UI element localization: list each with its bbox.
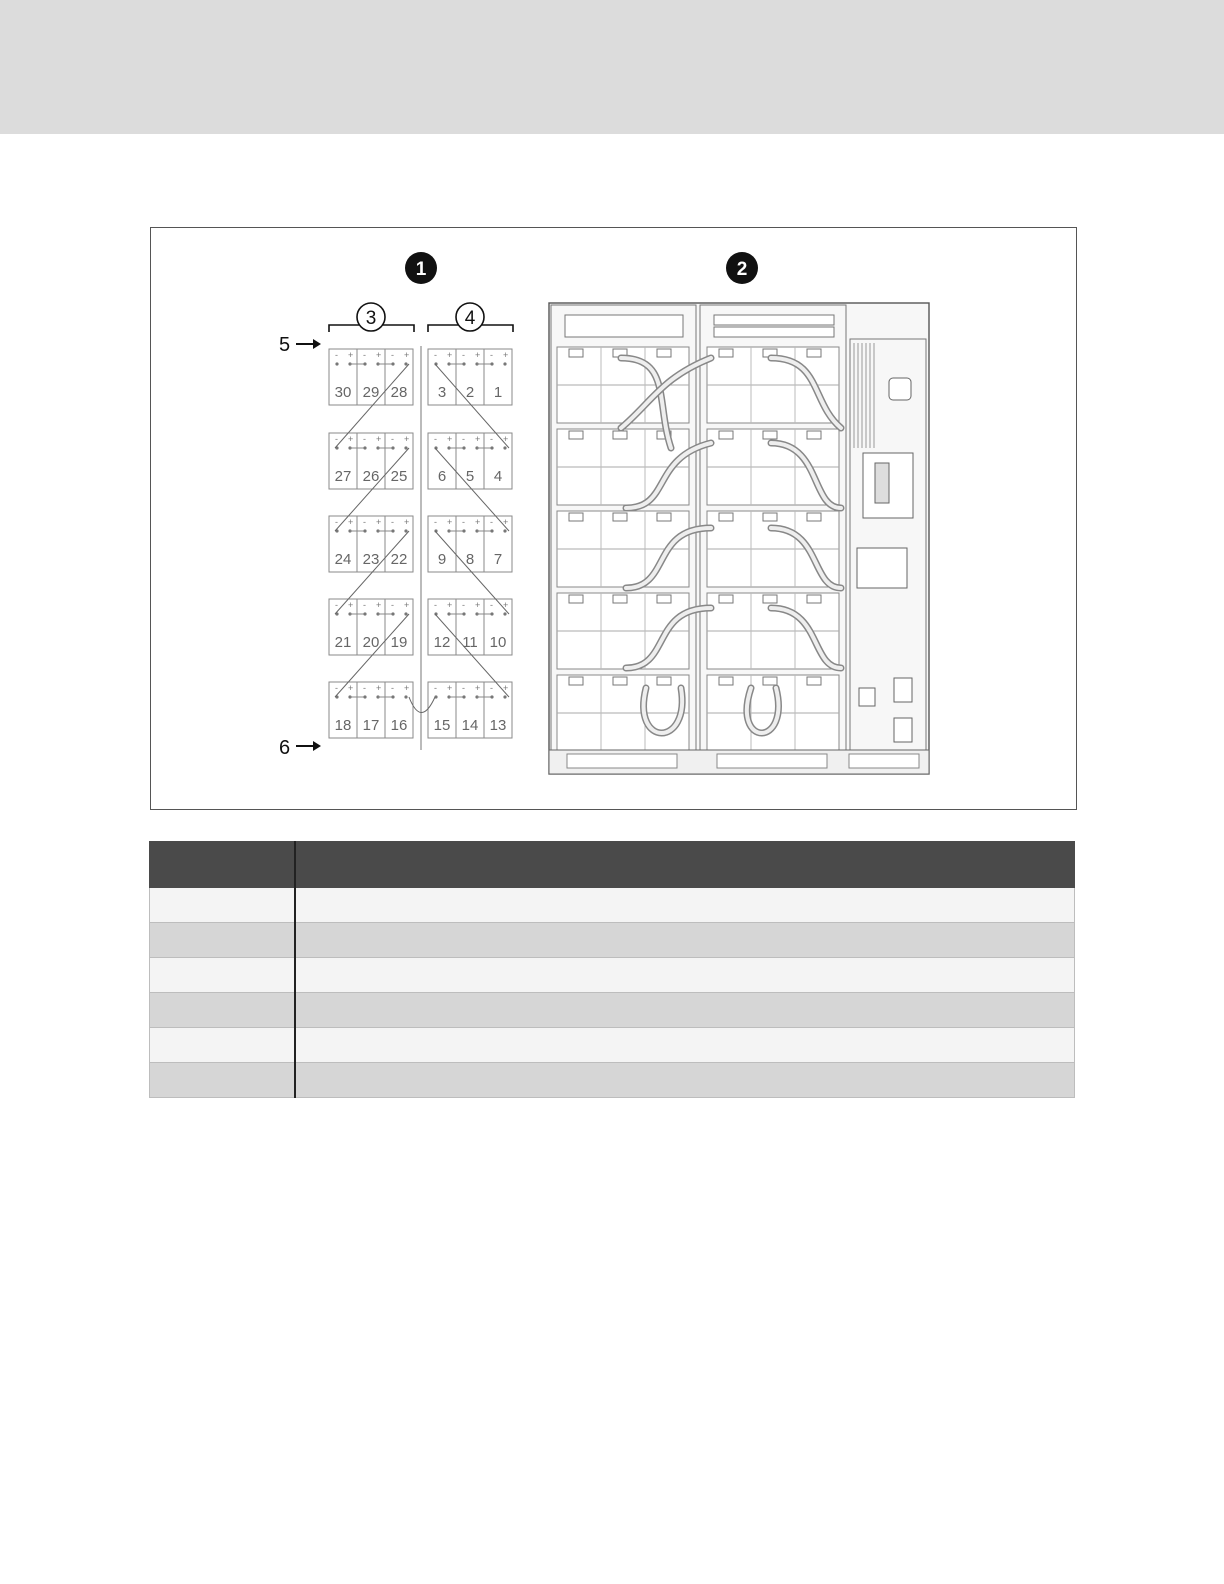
terminal-plus: + xyxy=(348,683,354,693)
battery-terminal xyxy=(807,513,821,521)
terminal-minus: - xyxy=(363,517,366,527)
terminal-minus: - xyxy=(434,350,437,360)
terminal-dot xyxy=(391,695,394,698)
panel-knob xyxy=(889,378,911,400)
terminal-plus: + xyxy=(376,434,382,444)
terminal-dot xyxy=(503,362,506,365)
right-battery-number: 4 xyxy=(493,468,503,485)
terminal-dot xyxy=(503,529,506,532)
left-battery-number: 19 xyxy=(390,634,408,651)
left-battery-number: 29 xyxy=(362,384,380,401)
terminal-dot xyxy=(363,695,366,698)
terminal-plus: + xyxy=(447,434,453,444)
terminal-dot xyxy=(503,446,506,449)
table-cell-item xyxy=(150,888,296,923)
terminal-dot xyxy=(391,362,394,365)
terminal-dot xyxy=(404,695,407,698)
right-battery-number: 3 xyxy=(437,384,447,401)
terminal-dot xyxy=(363,446,366,449)
terminal-plus: + xyxy=(447,683,453,693)
legend-header-description xyxy=(295,842,1075,888)
terminal-minus: - xyxy=(462,600,465,610)
battery-terminal xyxy=(719,677,733,685)
battery-terminal xyxy=(807,349,821,357)
terminal-plus: + xyxy=(404,434,410,444)
legend-header-item xyxy=(150,842,296,888)
table-row xyxy=(150,1063,1075,1098)
battery-terminal xyxy=(763,677,777,685)
battery-terminal xyxy=(569,677,583,685)
table-row xyxy=(150,923,1075,958)
bay-label-plate xyxy=(714,327,834,337)
battery-terminal xyxy=(807,677,821,685)
callout-1 xyxy=(405,252,437,284)
terminal-minus: - xyxy=(490,600,493,610)
terminal-dot xyxy=(490,612,493,615)
fuse-block xyxy=(857,548,907,588)
callout-1-label: 1 xyxy=(415,259,427,280)
terminal-minus: - xyxy=(363,600,366,610)
battery-terminal xyxy=(807,595,821,603)
terminal-dot xyxy=(391,612,394,615)
terminal-plus: + xyxy=(503,434,509,444)
right-battery-number: 2 xyxy=(465,384,475,401)
left-battery-number: 21 xyxy=(334,634,352,651)
callout-4-label: 4 xyxy=(464,308,476,329)
terminal-plus: + xyxy=(376,600,382,610)
figure-canvas xyxy=(151,228,1076,809)
left-battery-number: 26 xyxy=(362,468,380,485)
breaker-handle xyxy=(875,463,889,503)
battery-terminal xyxy=(719,513,733,521)
table-row xyxy=(150,993,1075,1028)
terminal-plus: + xyxy=(475,683,481,693)
callout-4-bracket xyxy=(428,303,513,332)
right-battery-number: 7 xyxy=(493,551,503,568)
terminal-dot xyxy=(490,529,493,532)
terminal-minus: - xyxy=(490,517,493,527)
battery-terminal xyxy=(657,349,671,357)
terminal-plus: + xyxy=(404,350,410,360)
table-cell-description xyxy=(295,1063,1075,1098)
terminal-minus: - xyxy=(434,434,437,444)
terminal-plus: + xyxy=(348,517,354,527)
terminal-dot xyxy=(462,612,465,615)
terminal-dot xyxy=(462,446,465,449)
terminal-minus: - xyxy=(490,350,493,360)
table-cell-description xyxy=(295,993,1075,1028)
callout-3-bracket xyxy=(329,303,414,332)
terminal-plus: + xyxy=(447,517,453,527)
callout-6-arrow xyxy=(279,737,321,759)
table-cell-item xyxy=(150,1063,296,1098)
right-battery-number: 13 xyxy=(489,717,507,734)
terminal-dot xyxy=(363,362,366,365)
terminal-minus: - xyxy=(434,517,437,527)
terminal-dot xyxy=(335,362,338,365)
table-row xyxy=(150,958,1075,993)
left-battery-number: 28 xyxy=(390,384,408,401)
terminal-minus: - xyxy=(363,683,366,693)
left-battery-number: 30 xyxy=(334,384,352,401)
battery-terminal xyxy=(613,431,627,439)
right-battery-number: 14 xyxy=(461,717,479,734)
battery-terminal xyxy=(569,595,583,603)
callout-5-arrow xyxy=(279,334,321,356)
terminal-dot xyxy=(462,529,465,532)
battery-terminal xyxy=(763,595,777,603)
terminal-dot xyxy=(503,695,506,698)
terminal-dot xyxy=(462,362,465,365)
terminal-block xyxy=(859,688,875,706)
terminal-plus: + xyxy=(475,350,481,360)
terminal-plus: + xyxy=(376,683,382,693)
battery-terminal xyxy=(569,513,583,521)
terminal-minus: - xyxy=(335,350,338,360)
battery-cabinet-illustration xyxy=(549,303,929,774)
terminal-dot xyxy=(404,529,407,532)
table-cell-item xyxy=(150,993,296,1028)
terminal-dot xyxy=(391,446,394,449)
table-cell-description xyxy=(295,888,1075,923)
terminal-plus: + xyxy=(503,600,509,610)
terminal-minus: - xyxy=(490,683,493,693)
right-battery-number: 1 xyxy=(493,384,503,401)
battery-terminal xyxy=(657,513,671,521)
terminal-minus: - xyxy=(391,517,394,527)
terminal-minus: - xyxy=(462,683,465,693)
base-vent xyxy=(567,754,677,768)
callout-2-label: 2 xyxy=(736,259,748,280)
left-battery-number: 25 xyxy=(390,468,408,485)
terminal-plus: + xyxy=(475,600,481,610)
terminal-plus: + xyxy=(447,350,453,360)
terminal-plus: + xyxy=(404,517,410,527)
battery-terminal xyxy=(613,595,627,603)
terminal-dot xyxy=(490,695,493,698)
bay-label-plate xyxy=(565,315,683,337)
terminal-plus: + xyxy=(503,517,509,527)
terminal-dot xyxy=(363,612,366,615)
left-battery-number: 23 xyxy=(362,551,380,568)
terminal-minus: - xyxy=(363,434,366,444)
table-row xyxy=(150,1028,1075,1063)
terminal-plus: + xyxy=(503,350,509,360)
terminal-plus: + xyxy=(404,600,410,610)
terminal-plus: + xyxy=(376,350,382,360)
battery-terminal xyxy=(763,431,777,439)
right-battery-number: 8 xyxy=(465,551,475,568)
terminal-minus: - xyxy=(363,350,366,360)
table-row xyxy=(150,888,1075,923)
battery-terminal xyxy=(719,595,733,603)
table-cell-description xyxy=(295,1028,1075,1063)
table-cell-item xyxy=(150,1028,296,1063)
terminal-dot xyxy=(404,612,407,615)
battery-terminal xyxy=(613,513,627,521)
right-battery-number: 11 xyxy=(462,634,478,651)
battery-terminal xyxy=(613,677,627,685)
battery-terminal xyxy=(657,595,671,603)
terminal-plus: + xyxy=(348,600,354,610)
right-battery-number: 5 xyxy=(465,468,475,485)
terminal-minus: - xyxy=(462,434,465,444)
terminal-minus: - xyxy=(335,683,338,693)
battery-terminal xyxy=(719,431,733,439)
terminal-dot xyxy=(462,695,465,698)
callout-6-label: 6 xyxy=(279,737,291,759)
callout-2 xyxy=(726,252,758,284)
base-vent xyxy=(717,754,827,768)
terminal-plus: + xyxy=(503,683,509,693)
terminal-plus: + xyxy=(348,434,354,444)
table-cell-item xyxy=(150,923,296,958)
terminal-plus: + xyxy=(447,600,453,610)
right-battery-number: 15 xyxy=(433,717,451,734)
terminal-dot xyxy=(404,446,407,449)
terminal-minus: - xyxy=(335,600,338,610)
terminal-minus: - xyxy=(335,517,338,527)
left-battery-number: 24 xyxy=(334,551,352,568)
terminal-minus: - xyxy=(434,683,437,693)
battery-terminal xyxy=(719,349,733,357)
terminal-dot xyxy=(404,362,407,365)
terminal-minus: - xyxy=(391,683,394,693)
base-vent xyxy=(849,754,919,768)
left-battery-number: 22 xyxy=(390,551,408,568)
terminal-minus: - xyxy=(391,434,394,444)
terminal-plus: + xyxy=(475,434,481,444)
table-cell-description xyxy=(295,923,1075,958)
callout-5-label: 5 xyxy=(279,334,291,356)
table-cell-item xyxy=(150,958,296,993)
battery-terminal xyxy=(807,431,821,439)
terminal-block xyxy=(894,718,912,742)
terminal-minus: - xyxy=(335,434,338,444)
terminal-minus: - xyxy=(434,600,437,610)
terminal-dot xyxy=(490,362,493,365)
terminal-block xyxy=(894,678,912,702)
terminal-plus: + xyxy=(376,517,382,527)
terminal-minus: - xyxy=(391,600,394,610)
legend-header-row xyxy=(150,842,1075,888)
terminal-plus: + xyxy=(475,517,481,527)
battery-terminal xyxy=(569,349,583,357)
battery-terminal xyxy=(569,431,583,439)
battery-terminal xyxy=(763,513,777,521)
terminal-plus: + xyxy=(348,350,354,360)
right-battery-number: 12 xyxy=(433,634,451,651)
right-string-battery-grid xyxy=(428,349,512,738)
terminal-minus: - xyxy=(490,434,493,444)
battery-cabinet-figure xyxy=(150,227,1077,810)
left-battery-number: 17 xyxy=(362,717,380,734)
terminal-minus: - xyxy=(462,350,465,360)
battery-terminal xyxy=(657,677,671,685)
left-battery-number: 27 xyxy=(334,468,352,485)
left-battery-number: 16 xyxy=(390,717,408,734)
terminal-dot xyxy=(503,612,506,615)
terminal-minus: - xyxy=(391,350,394,360)
callout-3-label: 3 xyxy=(365,308,377,329)
left-battery-number: 18 xyxy=(334,717,352,734)
table-cell-description xyxy=(295,958,1075,993)
right-battery-number: 6 xyxy=(437,468,447,485)
terminal-dot xyxy=(391,529,394,532)
terminal-minus: - xyxy=(462,517,465,527)
terminal-dot xyxy=(363,529,366,532)
bay-label-plate xyxy=(714,315,834,325)
right-battery-number: 9 xyxy=(437,551,447,568)
right-battery-number: 10 xyxy=(489,634,507,651)
legend-table xyxy=(149,841,1075,1098)
left-battery-number: 20 xyxy=(362,634,380,651)
page-header-band xyxy=(0,0,1224,134)
terminal-plus: + xyxy=(404,683,410,693)
terminal-dot xyxy=(490,446,493,449)
